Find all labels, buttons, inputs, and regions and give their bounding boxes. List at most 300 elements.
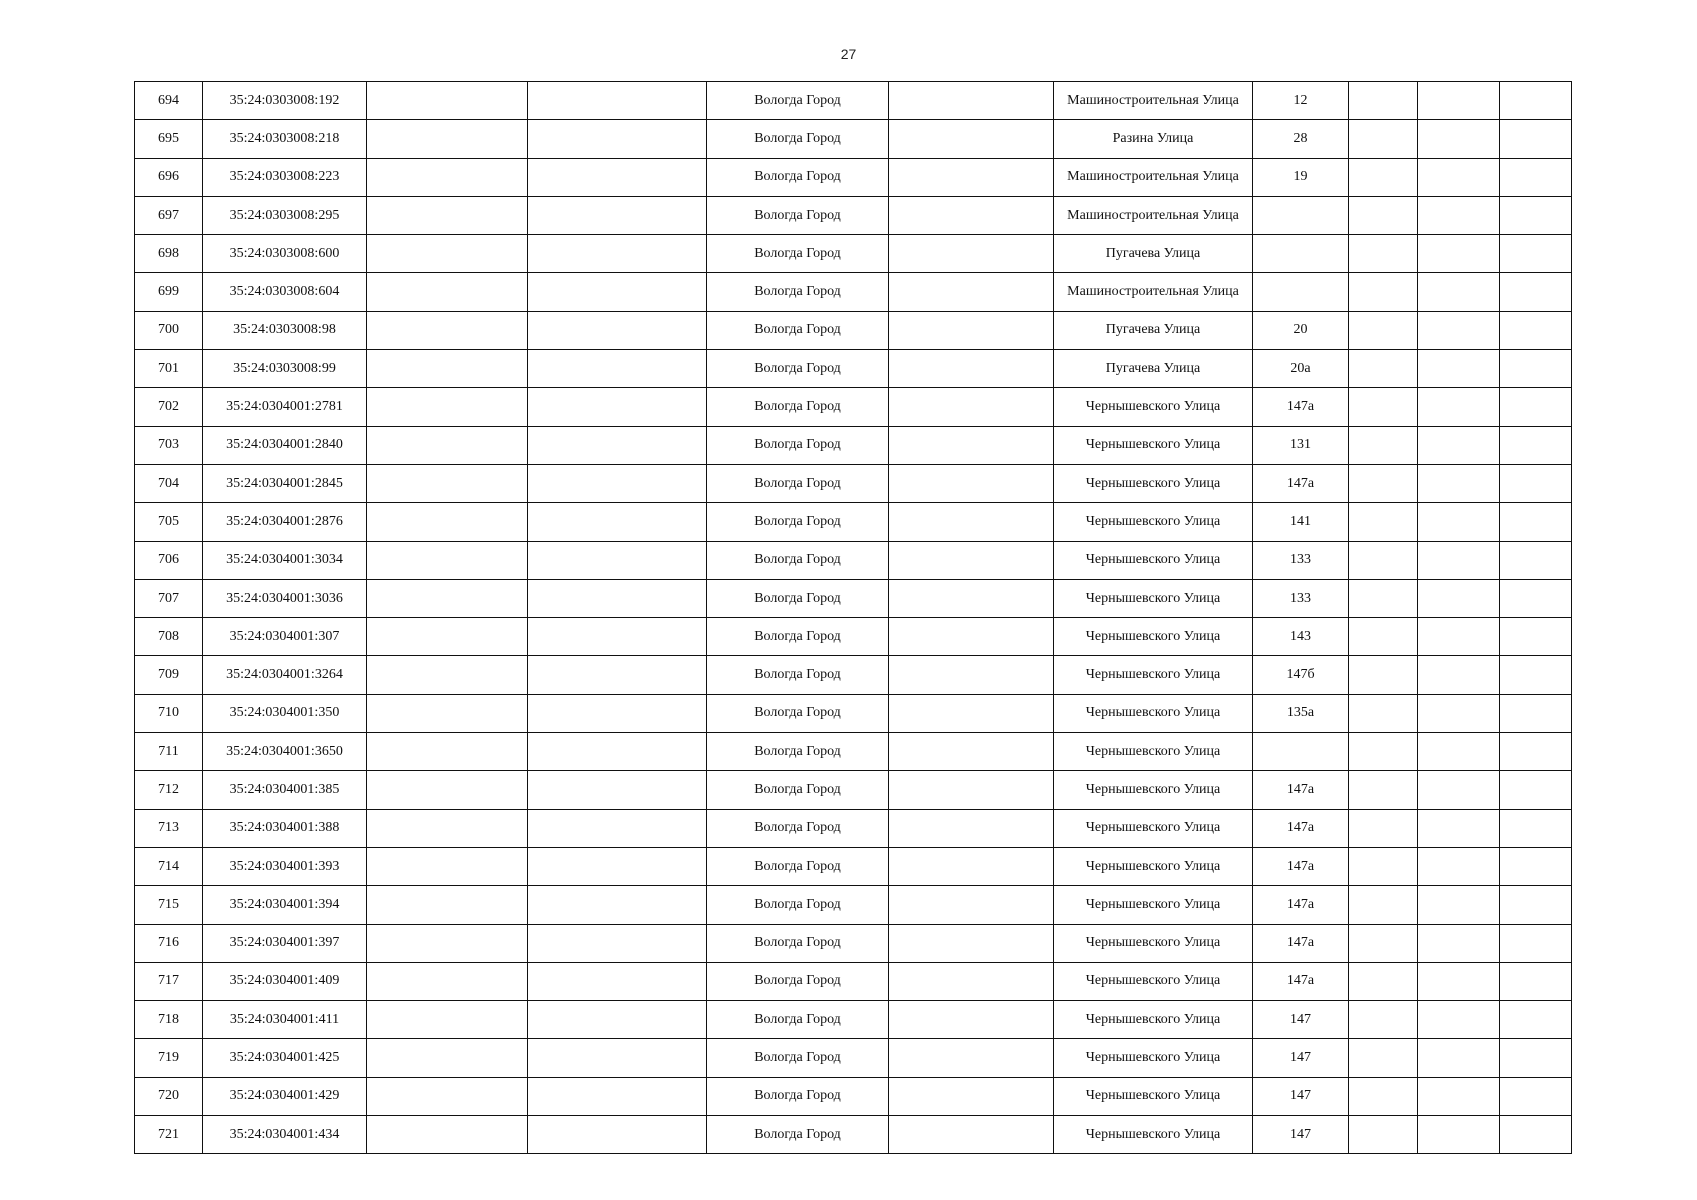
empty-cell-3 — [367, 847, 528, 885]
row-number-cell: 710 — [135, 694, 203, 732]
cadastral-number-cell: 35:24:0304001:2876 — [203, 503, 367, 541]
empty-cell-10 — [1418, 886, 1500, 924]
empty-cell-6 — [889, 350, 1054, 388]
registry-table — [134, 81, 1572, 1154]
empty-cell-11 — [1500, 1077, 1572, 1115]
table-row — [135, 618, 1572, 656]
row-number-cell: 714 — [135, 847, 203, 885]
empty-cell-11 — [1500, 426, 1572, 464]
table-row — [135, 1001, 1572, 1039]
empty-cell-4 — [528, 1001, 707, 1039]
row-number-cell: 716 — [135, 924, 203, 962]
table-row — [135, 541, 1572, 579]
empty-cell-11 — [1500, 196, 1572, 234]
empty-cell-10 — [1418, 426, 1500, 464]
cadastral-number-cell: 35:24:0304001:397 — [203, 924, 367, 962]
cadastral-number-cell: 35:24:0304001:409 — [203, 962, 367, 1000]
house-number-cell — [1253, 733, 1349, 771]
empty-cell-10 — [1418, 350, 1500, 388]
empty-cell-4 — [528, 273, 707, 311]
empty-cell-9 — [1349, 541, 1418, 579]
empty-cell-6 — [889, 962, 1054, 1000]
empty-cell-4 — [528, 388, 707, 426]
street-cell: Машиностроительная Улица — [1054, 158, 1253, 196]
house-number-cell: 147 — [1253, 1039, 1349, 1077]
empty-cell-11 — [1500, 656, 1572, 694]
empty-cell-4 — [528, 618, 707, 656]
city-cell: Вологда Город — [707, 196, 889, 234]
empty-cell-9 — [1349, 1039, 1418, 1077]
row-number-cell: 698 — [135, 235, 203, 273]
empty-cell-10 — [1418, 464, 1500, 502]
city-cell: Вологда Город — [707, 771, 889, 809]
street-cell: Чернышевского Улица — [1054, 464, 1253, 502]
empty-cell-10 — [1418, 120, 1500, 158]
city-cell: Вологда Город — [707, 694, 889, 732]
empty-cell-6 — [889, 1116, 1054, 1154]
table-row — [135, 120, 1572, 158]
city-cell: Вологда Город — [707, 120, 889, 158]
cadastral-number-cell: 35:24:0303008:98 — [203, 311, 367, 349]
row-number-cell: 695 — [135, 120, 203, 158]
city-cell: Вологда Город — [707, 158, 889, 196]
cadastral-number-cell: 35:24:0303008:604 — [203, 273, 367, 311]
empty-cell-11 — [1500, 579, 1572, 617]
empty-cell-3 — [367, 1039, 528, 1077]
empty-cell-9 — [1349, 924, 1418, 962]
table-row — [135, 350, 1572, 388]
cadastral-number-cell: 35:24:0304001:388 — [203, 809, 367, 847]
empty-cell-11 — [1500, 311, 1572, 349]
empty-cell-11 — [1500, 82, 1572, 120]
cadastral-number-cell: 35:24:0304001:429 — [203, 1077, 367, 1115]
empty-cell-9 — [1349, 886, 1418, 924]
city-cell: Вологда Город — [707, 656, 889, 694]
street-cell: Чернышевского Улица — [1054, 1116, 1253, 1154]
city-cell: Вологда Город — [707, 809, 889, 847]
cadastral-number-cell: 35:24:0303008:192 — [203, 82, 367, 120]
empty-cell-11 — [1500, 1039, 1572, 1077]
city-cell: Вологда Город — [707, 388, 889, 426]
city-cell: Вологда Город — [707, 464, 889, 502]
city-cell: Вологда Город — [707, 311, 889, 349]
house-number-cell: 133 — [1253, 541, 1349, 579]
empty-cell-11 — [1500, 464, 1572, 502]
row-number-cell: 709 — [135, 656, 203, 694]
empty-cell-10 — [1418, 388, 1500, 426]
city-cell: Вологда Город — [707, 847, 889, 885]
empty-cell-10 — [1418, 694, 1500, 732]
empty-cell-3 — [367, 809, 528, 847]
cadastral-number-cell: 35:24:0303008:218 — [203, 120, 367, 158]
house-number-cell: 147а — [1253, 388, 1349, 426]
empty-cell-9 — [1349, 273, 1418, 311]
empty-cell-4 — [528, 235, 707, 273]
street-cell: Пугачева Улица — [1054, 350, 1253, 388]
street-cell: Машиностроительная Улица — [1054, 196, 1253, 234]
empty-cell-6 — [889, 924, 1054, 962]
table-row — [135, 1077, 1572, 1115]
city-cell: Вологда Город — [707, 618, 889, 656]
street-cell: Чернышевского Улица — [1054, 1001, 1253, 1039]
house-number-cell: 143 — [1253, 618, 1349, 656]
empty-cell-10 — [1418, 235, 1500, 273]
empty-cell-3 — [367, 503, 528, 541]
empty-cell-3 — [367, 464, 528, 502]
empty-cell-6 — [889, 426, 1054, 464]
empty-cell-6 — [889, 771, 1054, 809]
empty-cell-9 — [1349, 771, 1418, 809]
table-row — [135, 311, 1572, 349]
empty-cell-10 — [1418, 196, 1500, 234]
empty-cell-9 — [1349, 1116, 1418, 1154]
cadastral-number-cell: 35:24:0303008:99 — [203, 350, 367, 388]
table-row — [135, 886, 1572, 924]
city-cell: Вологда Город — [707, 924, 889, 962]
empty-cell-11 — [1500, 924, 1572, 962]
empty-cell-6 — [889, 886, 1054, 924]
row-number-cell: 717 — [135, 962, 203, 1000]
empty-cell-4 — [528, 120, 707, 158]
empty-cell-4 — [528, 579, 707, 617]
empty-cell-3 — [367, 273, 528, 311]
empty-cell-3 — [367, 388, 528, 426]
empty-cell-3 — [367, 158, 528, 196]
empty-cell-10 — [1418, 1077, 1500, 1115]
house-number-cell: 147 — [1253, 1001, 1349, 1039]
cadastral-number-cell: 35:24:0304001:393 — [203, 847, 367, 885]
empty-cell-3 — [367, 579, 528, 617]
house-number-cell: 147б — [1253, 656, 1349, 694]
empty-cell-4 — [528, 464, 707, 502]
empty-cell-11 — [1500, 158, 1572, 196]
empty-cell-3 — [367, 618, 528, 656]
row-number-cell: 704 — [135, 464, 203, 502]
empty-cell-6 — [889, 235, 1054, 273]
empty-cell-9 — [1349, 1077, 1418, 1115]
street-cell: Чернышевского Улица — [1054, 541, 1253, 579]
empty-cell-11 — [1500, 235, 1572, 273]
empty-cell-9 — [1349, 196, 1418, 234]
row-number-cell: 694 — [135, 82, 203, 120]
city-cell: Вологда Город — [707, 503, 889, 541]
empty-cell-10 — [1418, 656, 1500, 694]
table-body — [135, 82, 1572, 1154]
street-cell: Чернышевского Улица — [1054, 426, 1253, 464]
empty-cell-11 — [1500, 273, 1572, 311]
empty-cell-11 — [1500, 1001, 1572, 1039]
cadastral-number-cell: 35:24:0304001:2845 — [203, 464, 367, 502]
house-number-cell: 20 — [1253, 311, 1349, 349]
empty-cell-11 — [1500, 886, 1572, 924]
empty-cell-6 — [889, 1039, 1054, 1077]
empty-cell-3 — [367, 426, 528, 464]
empty-cell-4 — [528, 733, 707, 771]
street-cell: Чернышевского Улица — [1054, 579, 1253, 617]
empty-cell-9 — [1349, 618, 1418, 656]
empty-cell-4 — [528, 962, 707, 1000]
city-cell: Вологда Город — [707, 579, 889, 617]
empty-cell-4 — [528, 1077, 707, 1115]
street-cell: Чернышевского Улица — [1054, 809, 1253, 847]
empty-cell-10 — [1418, 1039, 1500, 1077]
empty-cell-11 — [1500, 962, 1572, 1000]
empty-cell-6 — [889, 656, 1054, 694]
empty-cell-9 — [1349, 733, 1418, 771]
house-number-cell: 133 — [1253, 579, 1349, 617]
house-number-cell: 147а — [1253, 771, 1349, 809]
street-cell: Разина Улица — [1054, 120, 1253, 158]
empty-cell-11 — [1500, 541, 1572, 579]
empty-cell-10 — [1418, 618, 1500, 656]
street-cell: Чернышевского Улица — [1054, 1039, 1253, 1077]
table-row — [135, 847, 1572, 885]
house-number-cell: 141 — [1253, 503, 1349, 541]
empty-cell-4 — [528, 426, 707, 464]
city-cell: Вологда Город — [707, 1077, 889, 1115]
row-number-cell: 711 — [135, 733, 203, 771]
house-number-cell: 147 — [1253, 1077, 1349, 1115]
empty-cell-9 — [1349, 809, 1418, 847]
house-number-cell: 19 — [1253, 158, 1349, 196]
cadastral-number-cell: 35:24:0304001:3264 — [203, 656, 367, 694]
row-number-cell: 696 — [135, 158, 203, 196]
empty-cell-11 — [1500, 388, 1572, 426]
empty-cell-6 — [889, 618, 1054, 656]
table-row — [135, 656, 1572, 694]
street-cell: Чернышевского Улица — [1054, 388, 1253, 426]
empty-cell-6 — [889, 464, 1054, 502]
empty-cell-11 — [1500, 847, 1572, 885]
house-number-cell: 147а — [1253, 924, 1349, 962]
row-number-cell: 700 — [135, 311, 203, 349]
table-row — [135, 503, 1572, 541]
house-number-cell: 147 — [1253, 1116, 1349, 1154]
empty-cell-3 — [367, 82, 528, 120]
cadastral-number-cell: 35:24:0304001:3650 — [203, 733, 367, 771]
empty-cell-6 — [889, 311, 1054, 349]
row-number-cell: 701 — [135, 350, 203, 388]
empty-cell-3 — [367, 1077, 528, 1115]
empty-cell-9 — [1349, 962, 1418, 1000]
empty-cell-9 — [1349, 426, 1418, 464]
row-number-cell: 720 — [135, 1077, 203, 1115]
house-number-cell: 147а — [1253, 464, 1349, 502]
empty-cell-11 — [1500, 1116, 1572, 1154]
empty-cell-6 — [889, 82, 1054, 120]
cadastral-number-cell: 35:24:0304001:350 — [203, 694, 367, 732]
empty-cell-11 — [1500, 618, 1572, 656]
empty-cell-10 — [1418, 962, 1500, 1000]
empty-cell-6 — [889, 1077, 1054, 1115]
empty-cell-9 — [1349, 120, 1418, 158]
empty-cell-9 — [1349, 694, 1418, 732]
house-number-cell — [1253, 235, 1349, 273]
empty-cell-10 — [1418, 503, 1500, 541]
empty-cell-9 — [1349, 82, 1418, 120]
empty-cell-9 — [1349, 1001, 1418, 1039]
empty-cell-10 — [1418, 771, 1500, 809]
empty-cell-3 — [367, 1001, 528, 1039]
empty-cell-9 — [1349, 579, 1418, 617]
table-row — [135, 694, 1572, 732]
row-number-cell: 712 — [135, 771, 203, 809]
table-row — [135, 771, 1572, 809]
cadastral-number-cell: 35:24:0304001:3036 — [203, 579, 367, 617]
table-row — [135, 388, 1572, 426]
empty-cell-3 — [367, 771, 528, 809]
empty-cell-10 — [1418, 82, 1500, 120]
street-cell: Чернышевского Улица — [1054, 503, 1253, 541]
house-number-cell: 28 — [1253, 120, 1349, 158]
cadastral-number-cell: 35:24:0304001:3034 — [203, 541, 367, 579]
row-number-cell: 719 — [135, 1039, 203, 1077]
empty-cell-3 — [367, 733, 528, 771]
street-cell: Машиностроительная Улица — [1054, 82, 1253, 120]
empty-cell-9 — [1349, 235, 1418, 273]
empty-cell-4 — [528, 158, 707, 196]
row-number-cell: 718 — [135, 1001, 203, 1039]
empty-cell-6 — [889, 809, 1054, 847]
city-cell: Вологда Город — [707, 886, 889, 924]
cadastral-number-cell: 35:24:0304001:434 — [203, 1116, 367, 1154]
empty-cell-6 — [889, 847, 1054, 885]
city-cell: Вологда Город — [707, 350, 889, 388]
house-number-cell: 147а — [1253, 847, 1349, 885]
empty-cell-3 — [367, 235, 528, 273]
table-row — [135, 82, 1572, 120]
empty-cell-6 — [889, 503, 1054, 541]
empty-cell-10 — [1418, 1001, 1500, 1039]
street-cell: Пугачева Улица — [1054, 311, 1253, 349]
cadastral-number-cell: 35:24:0303008:600 — [203, 235, 367, 273]
empty-cell-4 — [528, 350, 707, 388]
empty-cell-6 — [889, 120, 1054, 158]
empty-cell-11 — [1500, 771, 1572, 809]
table-row — [135, 1039, 1572, 1077]
empty-cell-10 — [1418, 924, 1500, 962]
cadastral-number-cell: 35:24:0304001:394 — [203, 886, 367, 924]
empty-cell-11 — [1500, 503, 1572, 541]
house-number-cell: 147а — [1253, 886, 1349, 924]
cadastral-number-cell: 35:24:0304001:425 — [203, 1039, 367, 1077]
empty-cell-4 — [528, 656, 707, 694]
empty-cell-10 — [1418, 311, 1500, 349]
table-row — [135, 809, 1572, 847]
city-cell: Вологда Город — [707, 82, 889, 120]
street-cell: Чернышевского Улица — [1054, 694, 1253, 732]
street-cell: Чернышевского Улица — [1054, 771, 1253, 809]
empty-cell-6 — [889, 196, 1054, 234]
street-cell: Чернышевского Улица — [1054, 733, 1253, 771]
house-number-cell: 147а — [1253, 962, 1349, 1000]
empty-cell-10 — [1418, 809, 1500, 847]
house-number-cell — [1253, 196, 1349, 234]
table-row — [135, 464, 1572, 502]
city-cell: Вологда Город — [707, 273, 889, 311]
empty-cell-11 — [1500, 809, 1572, 847]
empty-cell-4 — [528, 503, 707, 541]
house-number-cell: 20а — [1253, 350, 1349, 388]
empty-cell-10 — [1418, 847, 1500, 885]
empty-cell-6 — [889, 579, 1054, 617]
street-cell: Чернышевского Улица — [1054, 618, 1253, 656]
cadastral-number-cell: 35:24:0304001:385 — [203, 771, 367, 809]
empty-cell-3 — [367, 311, 528, 349]
street-cell: Чернышевского Улица — [1054, 656, 1253, 694]
table-row — [135, 426, 1572, 464]
city-cell: Вологда Город — [707, 733, 889, 771]
city-cell: Вологда Город — [707, 1116, 889, 1154]
cadastral-number-cell: 35:24:0304001:2840 — [203, 426, 367, 464]
empty-cell-3 — [367, 656, 528, 694]
table-row — [135, 1116, 1572, 1154]
empty-cell-6 — [889, 694, 1054, 732]
empty-cell-3 — [367, 196, 528, 234]
street-cell: Чернышевского Улица — [1054, 924, 1253, 962]
row-number-cell: 697 — [135, 196, 203, 234]
house-number-cell: 12 — [1253, 82, 1349, 120]
empty-cell-6 — [889, 541, 1054, 579]
empty-cell-10 — [1418, 273, 1500, 311]
cadastral-number-cell: 35:24:0304001:2781 — [203, 388, 367, 426]
table-row — [135, 158, 1572, 196]
row-number-cell: 706 — [135, 541, 203, 579]
empty-cell-9 — [1349, 464, 1418, 502]
house-number-cell: 131 — [1253, 426, 1349, 464]
empty-cell-6 — [889, 733, 1054, 771]
cadastral-number-cell: 35:24:0304001:307 — [203, 618, 367, 656]
city-cell: Вологда Город — [707, 1001, 889, 1039]
empty-cell-4 — [528, 1039, 707, 1077]
empty-cell-11 — [1500, 120, 1572, 158]
table-row — [135, 196, 1572, 234]
empty-cell-9 — [1349, 158, 1418, 196]
row-number-cell: 715 — [135, 886, 203, 924]
table-row — [135, 579, 1572, 617]
street-cell: Чернышевского Улица — [1054, 886, 1253, 924]
empty-cell-11 — [1500, 694, 1572, 732]
house-number-cell — [1253, 273, 1349, 311]
page-number: 27 — [840, 46, 857, 62]
table-row — [135, 733, 1572, 771]
empty-cell-3 — [367, 350, 528, 388]
empty-cell-10 — [1418, 158, 1500, 196]
table-row — [135, 924, 1572, 962]
empty-cell-6 — [889, 1001, 1054, 1039]
empty-cell-4 — [528, 924, 707, 962]
empty-cell-4 — [528, 809, 707, 847]
city-cell: Вологда Город — [707, 541, 889, 579]
cadastral-number-cell: 35:24:0304001:411 — [203, 1001, 367, 1039]
empty-cell-3 — [367, 694, 528, 732]
table-row — [135, 962, 1572, 1000]
street-cell: Чернышевского Улица — [1054, 1077, 1253, 1115]
cadastral-number-cell: 35:24:0303008:295 — [203, 196, 367, 234]
row-number-cell: 703 — [135, 426, 203, 464]
row-number-cell: 708 — [135, 618, 203, 656]
street-cell: Машиностроительная Улица — [1054, 273, 1253, 311]
empty-cell-10 — [1418, 541, 1500, 579]
row-number-cell: 707 — [135, 579, 203, 617]
row-number-cell: 702 — [135, 388, 203, 426]
empty-cell-4 — [528, 196, 707, 234]
street-cell: Пугачева Улица — [1054, 235, 1253, 273]
empty-cell-9 — [1349, 350, 1418, 388]
house-number-cell: 147а — [1253, 809, 1349, 847]
city-cell: Вологда Город — [707, 962, 889, 1000]
empty-cell-6 — [889, 273, 1054, 311]
